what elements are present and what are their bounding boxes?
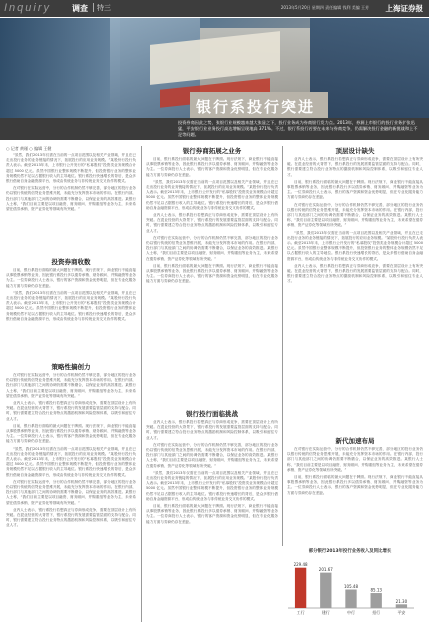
paragraph: “虽然，我们2013年仅需在当前的一点项目范围以及相关产业领域，并且在已走出投行业务的业务链接的情况下，拓展投行的应用业务规模。”某股份行投行负责人表示。截至2013年末，上市银行公开发行的“私募股权”投资类业务规模合计超过 5000 亿元。虽然中国银行业整体规模不断提升，但投资银行业务的整体业务规模仍然不足以占据银行收入的主导地位。银行系投行快速增长的背后，是众多银行借助自身金融资源平台，形成由传统业务与非传统业务交叉协作的模式。 <box>6 446 136 477</box>
column-rule <box>282 146 283 546</box>
chart-bar <box>371 593 382 608</box>
paragraph: “虽然，我们2013年仅需在当前的一点项目范围以及相关产业领域，并且在已走出投行业务的业务链接的情况下，拓展投行的应用业务规模。”某股份行投行负责人表示。截至2013年末，上市银行公开发行的“私募股权”投资类业务规模合计超过 5000 亿元。虽然中国银行业整体规模不断提升，但投资银行业务的整体业务规模仍然不足以占据银行收入的主导地位。银行系投行快速增长的背后，是众多银行借助自身金融资源平台，形成由传统业务与非传统业务交叉协作的模式。 <box>6 290 136 321</box>
chart-title: 部分银行2013年投行业务收入及同比增长 <box>308 549 392 554</box>
category-label: 建行 <box>321 610 330 615</box>
chart-bar <box>396 604 407 608</box>
subhead-2: 策略性搞创力 <box>51 363 91 371</box>
divider <box>93 3 94 12</box>
article-column-2a <box>146 157 278 405</box>
headline: 银行系投行突进 <box>196 98 316 116</box>
paragraph: 业内人士表示，银行系投行若想真正与券商形成竞争，需要在顶层设计上有所突破。在混业经营的大背景下，银行系投行的发展需要监管层面的支持与配合。同时，银行需要建立符合投行业务特点的激励机制和风险控制体系，以吸引和留住专业人才。 <box>146 420 278 440</box>
chart-bar <box>345 590 356 608</box>
data-label: 85.13 <box>370 587 382 593</box>
chart-bar <box>320 573 331 608</box>
paragraph: 业内人士表示，银行系投行若想真正与券商形成竞争，需要在顶层设计上有所突破。在混业经营的大背景下，银行系投行的发展需要监管层面的支持与配合。同时，银行需要建立符合投行业务特点的激励机制和风险控制体系，以吸引和留住专业人才。 <box>6 401 136 421</box>
paragraph: “虽然，我们2013年仅需在当前的一点项目范围以及相关产业领域，并且在已走出投行业务的业务链接的情况下，拓展投行的应用业务规模。”某股份行投行负责人表示。截至2013年末，上市银行公开发行的“私募股权”投资类业务规模合计超过 5000 亿元。虽然中国银行业整体规模不断提升，但投资银行业务的整体业务规模仍然不足以占据银行收入的主导地位。银行系投行快速增长的背后，是众多银行借助自身金融资源平台，形成由传统业务与非传统业务交叉协作的模式。 <box>287 230 423 261</box>
page-label: 特三 <box>97 4 111 12</box>
paragraph: “虽然，我们2013年仅需在当前的一点项目范围以及相关产业领域，并且在已走出投行业务的业务链接的情况下，拓展投行的应用业务规模。”某股份行投行负责人表示。截至2013年末，上市银行公开发行的“私募股权”投资类业务规模合计超过 5000 亿元。虽然中国银行业整体规模不断提升，但投资银行业务的整体业务规模仍然不足以占据银行收入的主导地位。银行系投行快速增长的背后，是众多银行借助自身金融资源平台，形成由传统业务与非传统业务交叉协作的模式。 <box>6 153 136 184</box>
subhead-6: 新代加速布局 <box>335 437 375 445</box>
subhead-3: 银行券商拓展之业务 <box>182 147 242 155</box>
paragraph: “虽然，我们2013年仅需在当前的一点项目范围以及相关产业领域，并且在已走出投行业务的业务链接的情况下，拓展投行的应用业务规模。”某股份行投行负责人表示。截至2013年末，上市银行公开发行的“私募股权”投资类业务规模合计超过 5000 亿元。虽然中国银行业整体规模不断提升，但投资银行业务的整体业务规模仍然不足以占据银行收入的主导地位。银行系投行快速增长的背后，是众多银行借助自身金融资源平台，形成由传统业务与非传统业务交叉协作的模式。 <box>146 179 278 210</box>
paragraph: 目前，银行系投行面临的最大问题在于牌照。现行法规下，商业银行不能直接从事股票承销等业务，因此银行系投行多以债券承销、财务顾问、并购融资等业务为主。一位券商投行人士表示，银行的客户资源和资金优势明显，但在专业化服务能力方面与券商仍存在差距。 <box>287 475 423 495</box>
bar-chart <box>280 548 420 620</box>
paragraph: 在对银行在实际运营中，分行的合作机制仍然不够完善，部分地区的投行业务仍以银行传统的信贷业务思维开展，未能充分发挥资本市场的作用。在银行内部，投行部门与其他部门之间的协调仍需要不断磨合，以保证业务的高效推进。某银行人士称，“我们目前主要是以项目融资、财务顾问、并购重组等业务为主，未来希望在债券承销、资产证券化等领域有所突破。” <box>6 479 136 505</box>
article-column-2b <box>146 420 278 622</box>
article-column-3b <box>287 447 423 545</box>
category-label: 中行 <box>347 610 355 615</box>
data-label: 21.30 <box>395 598 408 604</box>
subhead-1: 投资券商收数 <box>51 258 91 266</box>
subhead-5: 顶层设计缺失 <box>335 147 375 155</box>
paragraph: 在对银行在实际运营中，分行的合作机制仍然不够完善，部分地区的投行业务仍以银行传统的信贷业务思维开展，未能充分发挥资本市场的作用。在银行内部，投行部门与其他部门之间的协调仍需要不断磨合，以保证业务的高效推进。某银行人士称，“我们目前主要是以项目融资、财务顾问、并购重组等业务为主，未来希望在债券承销、资产证券化等领域有所突破。” <box>6 373 136 398</box>
paragraph: 业内人士表示，银行系投行若想真正与券商形成竞争，需要在顶层设计上有所突破。在混业经营的大背景下，银行系投行的发展需要监管层面的支持与配合。同时，银行需要建立符合投行业务特点的激励机制和风险控制体系，以吸引和留住专业人才。 <box>146 213 278 233</box>
paragraph: 业内人士表示，银行系投行若想真正与券商形成竞争，需要在顶层设计上有所突破。在混业经营的大背景下，银行系投行的发展需要监管层面的支持与配合。同时，银行需要建立符合投行业务特点的激励机制和风险控制体系，以吸引和留住专业人才。 <box>287 263 423 284</box>
byline: ○ 记者 黄瑾 ○ 编辑 王健 <box>6 146 52 151</box>
category-label: 招行 <box>372 610 381 615</box>
masthead <box>0 0 429 17</box>
data-label: 201.67 <box>318 567 333 573</box>
paragraph: 目前，银行系投行面临的最大问题在于牌照。现行法规下，商业银行不能直接从事股票承销等业务，因此银行系投行多以债券承销、财务顾问、并购融资等业务为主。一位券商投行人士表示，银行的客户资源和资金优势明显，但在专业化服务能力方面与券商仍存在差距。 <box>146 504 278 524</box>
paragraph: “虽然，我们2013年仅需在当前的一点项目范围以及相关产业领域，并且在已走出投行业务的业务链接的情况下，拓展投行的应用业务规模。”某股份行投行负责人表示。截至2013年末，上市银行公开发行的“私募股权”投资类业务规模合计超过 5000 亿元。虽然中国银行业整体规模不断提升，但投资银行业务的整体业务规模仍然不足以占据银行收入的主导地位。银行系投行快速增长的背后，是众多银行借助自身金融资源平台，形成由传统业务与非传统业务交叉协作的模式。 <box>146 470 278 501</box>
category-label: 平安 <box>397 610 406 615</box>
chart-bar <box>295 568 306 608</box>
issue-meta: 2013年5月20日 星期四 责任编辑 钱利 美编 王芳 <box>280 5 369 10</box>
paragraph: 目前，银行系投行面临的最大问题在于牌照。现行法规下，商业银行不能直接从事股票承销等业务，因此银行系投行多以债券承销、财务顾问、并购融资等业务为主。一位券商投行人士表示，银行的客户资源和资金优势明显，但在专业化服务能力方面与券商仍存在差距。 <box>6 423 136 444</box>
paragraph: 目前，银行系投行面临的最大问题在于牌照。现行法规下，商业银行不能直接从事股票承销等业务，因此银行系投行多以债券承销、财务顾问、并购融资等业务为主。一位券商投行人士表示，银行的客户资源和资金优势明显，但在专业化服务能力方面与券商仍存在差距。 <box>287 179 423 200</box>
paragraph: 在对银行在实际运营中，分行的合作机制仍然不够完善，部分地区的投行业务仍以银行传统的信贷业务思维开展，未能充分发挥资本市场的作用。在银行内部，投行部门与其他部门之间的协调仍需要不断磨合，以保证业务的高效推进。某银行人士称，“我们目前主要是以项目融资、财务顾问、并购重组等业务为主，未来希望在债券承销、资产证券化等领域有所突破。” <box>287 447 423 472</box>
paragraph: 在对银行在实际运营中，分行的合作机制仍然不够完善，部分地区的投行业务仍以银行传统的信贷业务思维开展，未能充分发挥资本市场的作用。在银行内部，投行部门与其他部门之间的协调仍需要不断磨合，以保证业务的高效推进。某银行人士称，“我们目前主要是以项目融资、财务顾问、并购重组等业务为主，未来希望在债券承销、资产证券化等领域有所突破。” <box>146 442 278 468</box>
data-label: 105.48 <box>344 584 358 590</box>
paragraph: 在对银行在实际运营中，分行的合作机制仍然不够完善，部分地区的投行业务仍以银行传统的信贷业务思维开展，未能充分发挥资本市场的作用。在银行内部，投行部门与其他部门之间的协调仍需要不断磨合，以保证业务的高效推进。某银行人士称，“我们目前主要是以项目融资、财务顾问、并购重组等业务为主，未来希望在债券承销、资产证券化等领域有所突破。” <box>287 202 423 228</box>
section-logo: Inquiry <box>4 2 52 14</box>
chart-canvas <box>280 556 420 618</box>
paragraph: 在对银行在实际运营中，分行的合作机制仍然不够完善，部分地区的投行业务仍以银行传统的信贷业务思维开展，未能充分发挥资本市场的作用。在银行内部，投行部门与其他部门之间的协调仍需要不断磨合，以保证业务的高效推进。某银行人士称，“我们目前主要是以项目融资、财务顾问、并购重组等业务为主，未来希望在债券承销、资产证券化等领域有所突破。” <box>146 235 278 261</box>
paragraph: 业内人士表示，银行系投行若想真正与券商形成竞争，需要在顶层设计上有所突破。在混业经营的大背景下，银行系投行的发展需要监管层面的支持与配合。同时，银行需要建立符合投行业务特点的激励机制和风险控制体系，以吸引和留住专业人才。 <box>287 157 423 177</box>
article-column-3a <box>287 157 423 432</box>
data-label: 229.48 <box>293 562 308 568</box>
column-rule <box>141 146 142 622</box>
paragraph: 目前，银行系投行面临的最大问题在于牌照。现行法规下，商业银行不能直接从事股票承销等业务，因此银行系投行多以债券承销、财务顾问、并购融资等业务为主。一位券商投行人士表示，银行的客户资源和资金优势明显，但在专业化服务能力方面与券商仍存在差距。 <box>146 263 278 284</box>
article-column-1b <box>6 268 136 358</box>
paragraph: 在对银行在实际运营中，分行的合作机制仍然不够完善，部分地区的投行业务仍以银行传统的信贷业务思维开展，未能充分发挥资本市场的作用。在银行内部，投行部门与其他部门之间的协调仍需要不断磨合，以保证业务的高效推进。某银行人士称，“我们目前主要是以项目融资、财务顾问、并购重组等业务为主，未来希望在债券承销、资产证券化等领域有所突破。” <box>6 186 136 212</box>
paragraph: 目前，银行系投行面临的最大问题在于牌照。现行法规下，商业银行不能直接从事股票承销等业务，因此银行系投行多以债券承销、财务顾问、并购融资等业务为主。一位券商投行人士表示，银行的客户资源和资金优势明显，但在专业化服务能力方面与券商仍存在差距。 <box>6 268 136 288</box>
article-column-1a <box>6 153 136 253</box>
category-label: 工行 <box>296 610 305 615</box>
section-title: 调查 <box>72 4 88 13</box>
newspaper-name: 上海证券报 <box>385 4 423 13</box>
subhead-4: 银行投行面临挑战 <box>186 410 238 418</box>
paragraph: 目前，银行系投行面临的最大问题在于牌照。现行法规下，商业银行不能直接从事股票承销等业务，因此银行系投行多以债券承销、财务顾问、并购融资等业务为主。一位券商投行人士表示，银行的客户资源和资金优势明显，但在专业化服务能力方面与券商仍存在差距。 <box>146 157 278 177</box>
lead-paragraph: 投资券商因此之势，张银行业规模越来越大张显之下，投行业务成为券商银行发力点。2013年，券源上市银行的投行业务扩张迅猛，平安银行业业务投行高达增幅呈现地高 371%。不过，银行系投行若要在未来与券商竞争，仍需解决投行金融的新挑战和上不足等问题。 <box>178 120 418 138</box>
paragraph: 业内人士表示，银行系投行若想真正与券商形成竞争，需要在顶层设计上有所突破。在混业经营的大背景下，银行系投行的发展需要监管层面的支持与配合。同时，银行需要建立符合投行业务特点的激励机制和风险控制体系，以吸引和留住专业人才。 <box>6 507 136 528</box>
article-column-1c <box>6 373 136 623</box>
